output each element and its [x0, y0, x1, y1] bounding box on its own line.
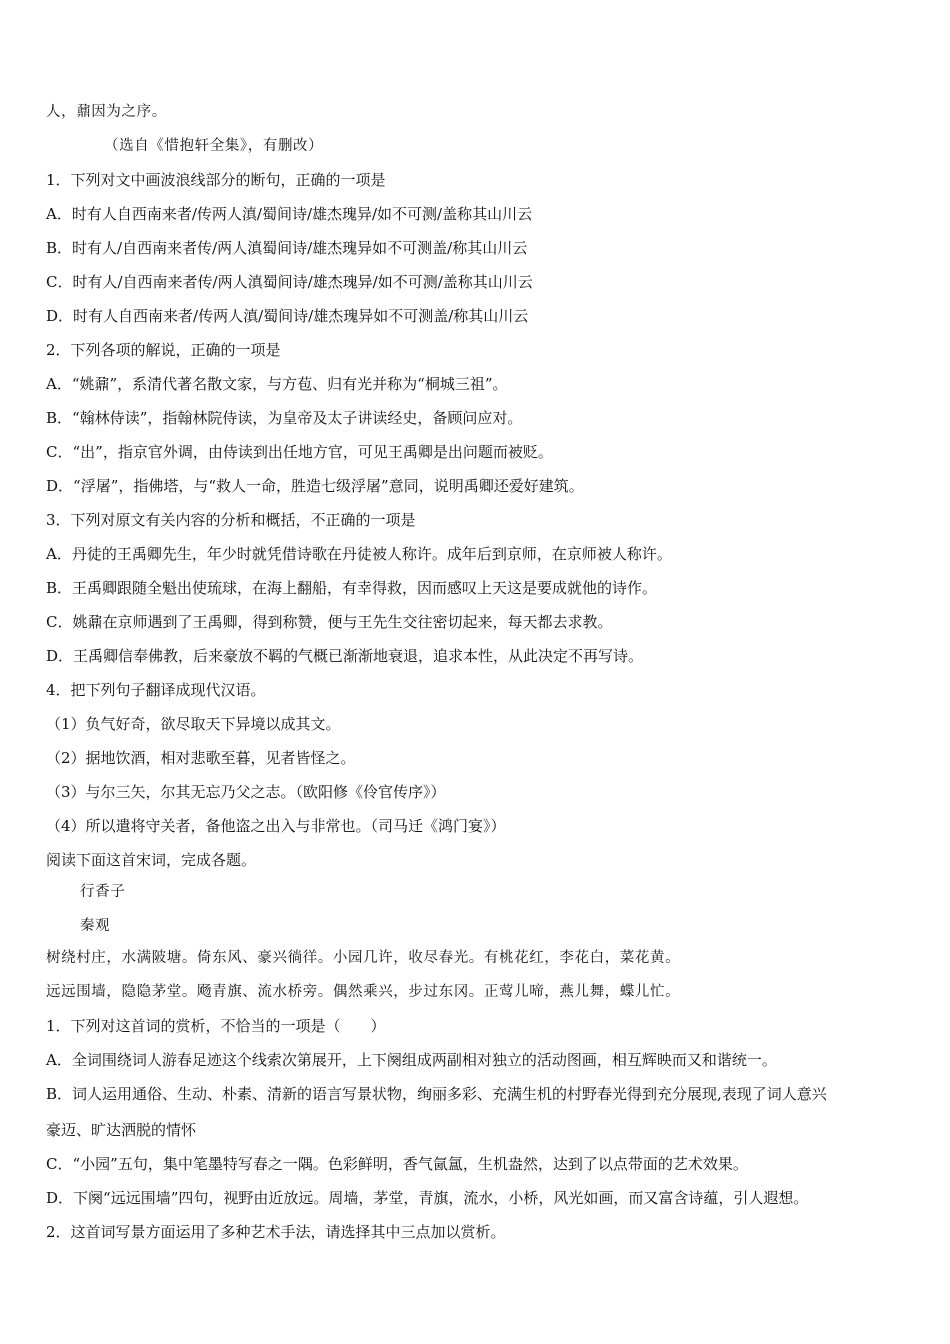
option-line: C．时有人/自西南来者传/两人滇蜀间诗/雄杰瑰异/如不可测/盖称其山川云: [46, 273, 533, 291]
option-line: C．“小园”五句，集中笔墨特写春之一隅。色彩鲜明，香气氤氲，生机盎然，达到了以点带面的艺术效果。: [46, 1155, 748, 1173]
source-citation: （选自《惜抱轩全集》，有删改）: [104, 138, 324, 154]
translation-item: （2）据地饮酒，相对悲歌至暮，见者皆怪之。: [46, 749, 356, 767]
question-stem: 4．把下列句子翻译成现代汉语。: [46, 681, 266, 699]
question-stem: 3．下列对原文有关内容的分析和概括，不正确的一项是: [46, 511, 416, 529]
text-line: 人，鼐因为之序。: [46, 104, 167, 120]
option-line: D．“浮屠”，指佛塔，与“救人一命，胜造七级浮屠”意同，说明禹卿还爱好建筑。: [46, 477, 584, 495]
option-line: C．姚鼐在京师遇到了王禹卿，得到称赞，便与王先生交往密切起来，每天都去求教。: [46, 613, 613, 631]
question-stem: 1．下列对文中画波浪线部分的断句，正确的一项是: [46, 171, 386, 189]
translation-item: （4）所以遣将守关者，备他盗之出入与非常也。（司马迁《鸿门宴》）: [46, 817, 506, 835]
option-line: A．时有人自西南来者/传两人滇/蜀间诗/雄杰瑰异/如不可测/盖称其山川云: [46, 205, 533, 223]
option-line: A．丹徒的王禹卿先生，年少时就凭借诗歌在丹徒被人称许。成年后到京师，在京师被人称许。: [46, 545, 672, 563]
option-line: A．全词围绕词人游春足迹这个线索次第展开，上下阕组成两副相对独立的活动图画，相互辉映而又和谐统一。: [46, 1051, 777, 1069]
question-stem: 2．这首词写景方面运用了多种艺术手法，请选择其中三点加以赏析。: [46, 1223, 506, 1241]
translation-item: （3）与尔三矢，尔其无忘乃父之志。（欧阳修《伶官传序》）: [46, 783, 446, 801]
option-line: B．“翰林侍读”，指翰林院侍读，为皇帝及太子讲读经史，备顾问应对。: [46, 409, 523, 427]
option-line: D．时有人自西南来者/传两人滇/蜀间诗/雄杰瑰异如不可测盖/称其山川云: [46, 307, 529, 325]
translation-item: （1）负气好奇，欲尽取天下异境以成其文。: [46, 715, 341, 733]
poem-title: 行香子: [80, 884, 126, 900]
option-line: D．下阕“远远围墙”四句，视野由近放远。周墙，茅堂，青旗，流水，小桥，风光如画，而又富含诗蕴，引人遐想。: [46, 1189, 809, 1207]
option-line: B．时有人/自西南来者传/两人滇蜀间诗/雄杰瑰异如不可测盖/称其山川云: [46, 239, 528, 257]
option-line: D．王禹卿信奉佛教，后来豪放不羁的气概已渐渐地衰退，追求本性，从此决定不再写诗。: [46, 647, 644, 665]
poem-line: 远远围墙，隐隐茅堂。飏青旗、流水桥旁。偶然乘兴，步过东冈。正莺儿啼，燕儿舞，蝶儿忙。: [46, 984, 681, 1000]
option-line-continued: 豪迈、旷达洒脱的情怀: [46, 1121, 197, 1139]
poem-author: 秦观: [80, 918, 111, 934]
option-line: C．“出”，指京官外调，由侍读到出任地方官，可见王禹卿是出问题而被贬。: [46, 443, 553, 461]
option-line: B．王禹卿跟随全魁出使琉球，在海上翻船，有幸得救，因而感叹上天这是要成就他的诗作。: [46, 579, 658, 597]
option-line: B．词人运用通俗、生动、朴素、清新的语言写景状物，绚丽多彩、充满生机的村野春光得到充分展现,表现了词人意兴: [46, 1085, 827, 1103]
question-stem: 2．下列各项的解说，正确的一项是: [46, 341, 281, 359]
option-line: A．“姚鼐”，系清代著名散文家，与方苞、归有光并称为“桐城三祖”。: [46, 375, 508, 393]
poem-line: 树绕村庄，水满陂塘。倚东风、豪兴徜徉。小园几许，收尽春光。有桃花红，李花白，菜花黄。: [46, 950, 681, 966]
question-stem: 1．下列对这首词的赏析，不恰当的一项是（ ）: [46, 1017, 386, 1035]
section-instruction: 阅读下面这首宋词，完成各题。: [46, 851, 257, 869]
